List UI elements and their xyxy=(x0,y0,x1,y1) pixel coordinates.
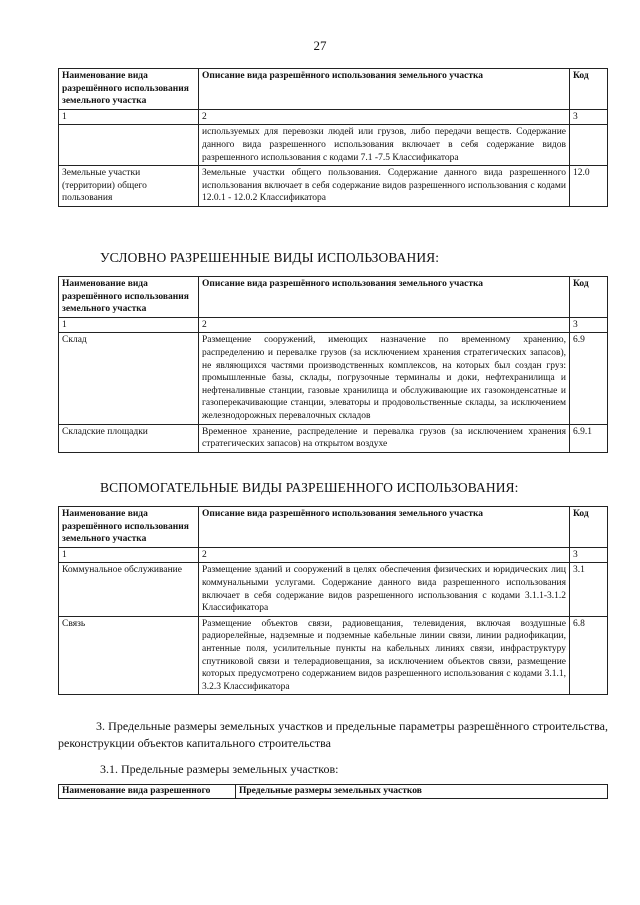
table-index-row xyxy=(59,317,608,333)
table-row xyxy=(59,166,608,207)
header-code: Код xyxy=(570,507,608,548)
use-code: 6.9.1 xyxy=(570,424,608,452)
paragraph-section-3: 3. Предельные размеры земельных участков и предельные параметры разрешённого строительства, реконструкции объектов капитального строительства xyxy=(58,719,608,750)
index-cell: 2 xyxy=(199,317,570,333)
section-heading-conditional: УСЛОВНО РАЗРЕШЕННЫЕ ВИДЫ ИСПОЛЬЗОВАНИЯ: xyxy=(100,250,440,265)
index-cell: 1 xyxy=(59,317,199,333)
use-code: 6.8 xyxy=(570,616,608,695)
use-code xyxy=(570,125,608,166)
conditional-uses-table xyxy=(58,276,608,453)
header-description: Описание вида разрешённого использования земельного участка xyxy=(199,69,570,110)
use-code: 6.9 xyxy=(570,333,608,424)
table-row xyxy=(59,424,608,452)
header-name: Наименование вида разрешённого использования земельного участка xyxy=(59,69,199,110)
permitted-uses-table xyxy=(58,68,608,207)
table-index-row xyxy=(59,547,608,563)
use-name: Связь xyxy=(59,616,199,695)
use-description: Земельные участки общего пользования. Содержание данного вида разрешенного использования включает в себя содержание видов разрешенного использования с кодами 12.0.1 - 12.0.2 Классификатора xyxy=(199,166,570,207)
table-row xyxy=(59,125,608,166)
auxiliary-uses-table xyxy=(58,506,608,695)
table-row xyxy=(59,563,608,616)
header-name: Наименование вида разрешённого использования земельного участка xyxy=(59,277,199,318)
index-cell: 1 xyxy=(59,109,199,125)
use-name: Склад xyxy=(59,333,199,424)
header-code: Код xyxy=(570,69,608,110)
use-name xyxy=(59,125,199,166)
table-index-row xyxy=(59,109,608,125)
index-cell: 2 xyxy=(199,109,570,125)
header-use-type: Наименование вида разрешенного xyxy=(59,785,236,799)
use-description: Размещение сооружений, имеющих назначение по временному хранению, распределению и перевалке грузов (за исключением хранения стратегических запасов), не являющихся частями производственных комплексов, на которых был создан груз: промышленные базы, склады, погрузочные терминалы и доки, нефтехранилища и нефтеналивные станции, газовые хранилища и обслуживающие их газоконденсатные и газоперекачивающие станции, элеваторы и продовольственные склады, за исключением железнодорожных перевалочных складов xyxy=(199,333,570,424)
table-row xyxy=(59,616,608,695)
index-cell: 3 xyxy=(570,109,608,125)
table-header-row xyxy=(59,785,608,799)
use-code: 3.1 xyxy=(570,563,608,616)
section-heading-auxiliary: ВСПОМОГАТЕЛЬНЫЕ ВИДЫ РАЗРЕШЕННОГО ИСПОЛЬЗОВАНИЯ: xyxy=(100,480,519,495)
header-name: Наименование вида разрешённого использования земельного участка xyxy=(59,507,199,548)
table-row xyxy=(59,333,608,424)
use-name: Коммунальное обслуживание xyxy=(59,563,199,616)
use-name: Земельные участки (территории) общего пользования xyxy=(59,166,199,207)
plot-size-limits-table xyxy=(58,784,608,799)
header-description: Описание вида разрешённого использования земельного участка xyxy=(199,277,570,318)
use-description: используемых для перевозки людей или грузов, либо передачи веществ. Содержание данного вида разрешенного использования включает в себя содержание видов разрешенного использования с кодами 7.1 -7.5 Классификатора xyxy=(199,125,570,166)
header-code: Код xyxy=(570,277,608,318)
header-description: Описание вида разрешённого использования земельного участка xyxy=(199,507,570,548)
use-description: Размещение зданий и сооружений в целях обеспечения физических и юридических лиц коммунальными услугами. Содержание данного вида разрешенного использования включает в себя содержание видов разрешенного использования с кодами 3.1.1-3.1.2 Классификатора xyxy=(199,563,570,616)
table-header-row xyxy=(59,69,608,110)
header-limits: Предельные размеры земельных участков xyxy=(236,785,608,799)
paragraph-section-3-1: 3.1. Предельные размеры земельных участков: xyxy=(100,762,339,776)
table-header-row xyxy=(59,507,608,548)
index-cell: 1 xyxy=(59,547,199,563)
page-number: 27 xyxy=(313,38,327,53)
use-name: Складские площадки xyxy=(59,424,199,452)
use-description: Размещение объектов связи, радиовещания, телевидения, включая воздушные радиорелейные, надземные и подземные кабельные линии связи, линии радиофикации, антенные поля, усилительные пункты на кабельных линиях связи, инфраструктуру спутниковой связи и телерадиовещания, за исключением объектов связи, размещение которых предусмотрено содержанием видов разрешенного использования с кодами 3.1.1, 3.2.3 Классификатора xyxy=(199,616,570,695)
use-description: Временное хранение, распределение и перевалка грузов (за исключением хранения стратегических запасов) на открытом воздухе xyxy=(199,424,570,452)
index-cell: 3 xyxy=(570,547,608,563)
index-cell: 3 xyxy=(570,317,608,333)
use-code: 12.0 xyxy=(570,166,608,207)
index-cell: 2 xyxy=(199,547,570,563)
table-header-row xyxy=(59,277,608,318)
